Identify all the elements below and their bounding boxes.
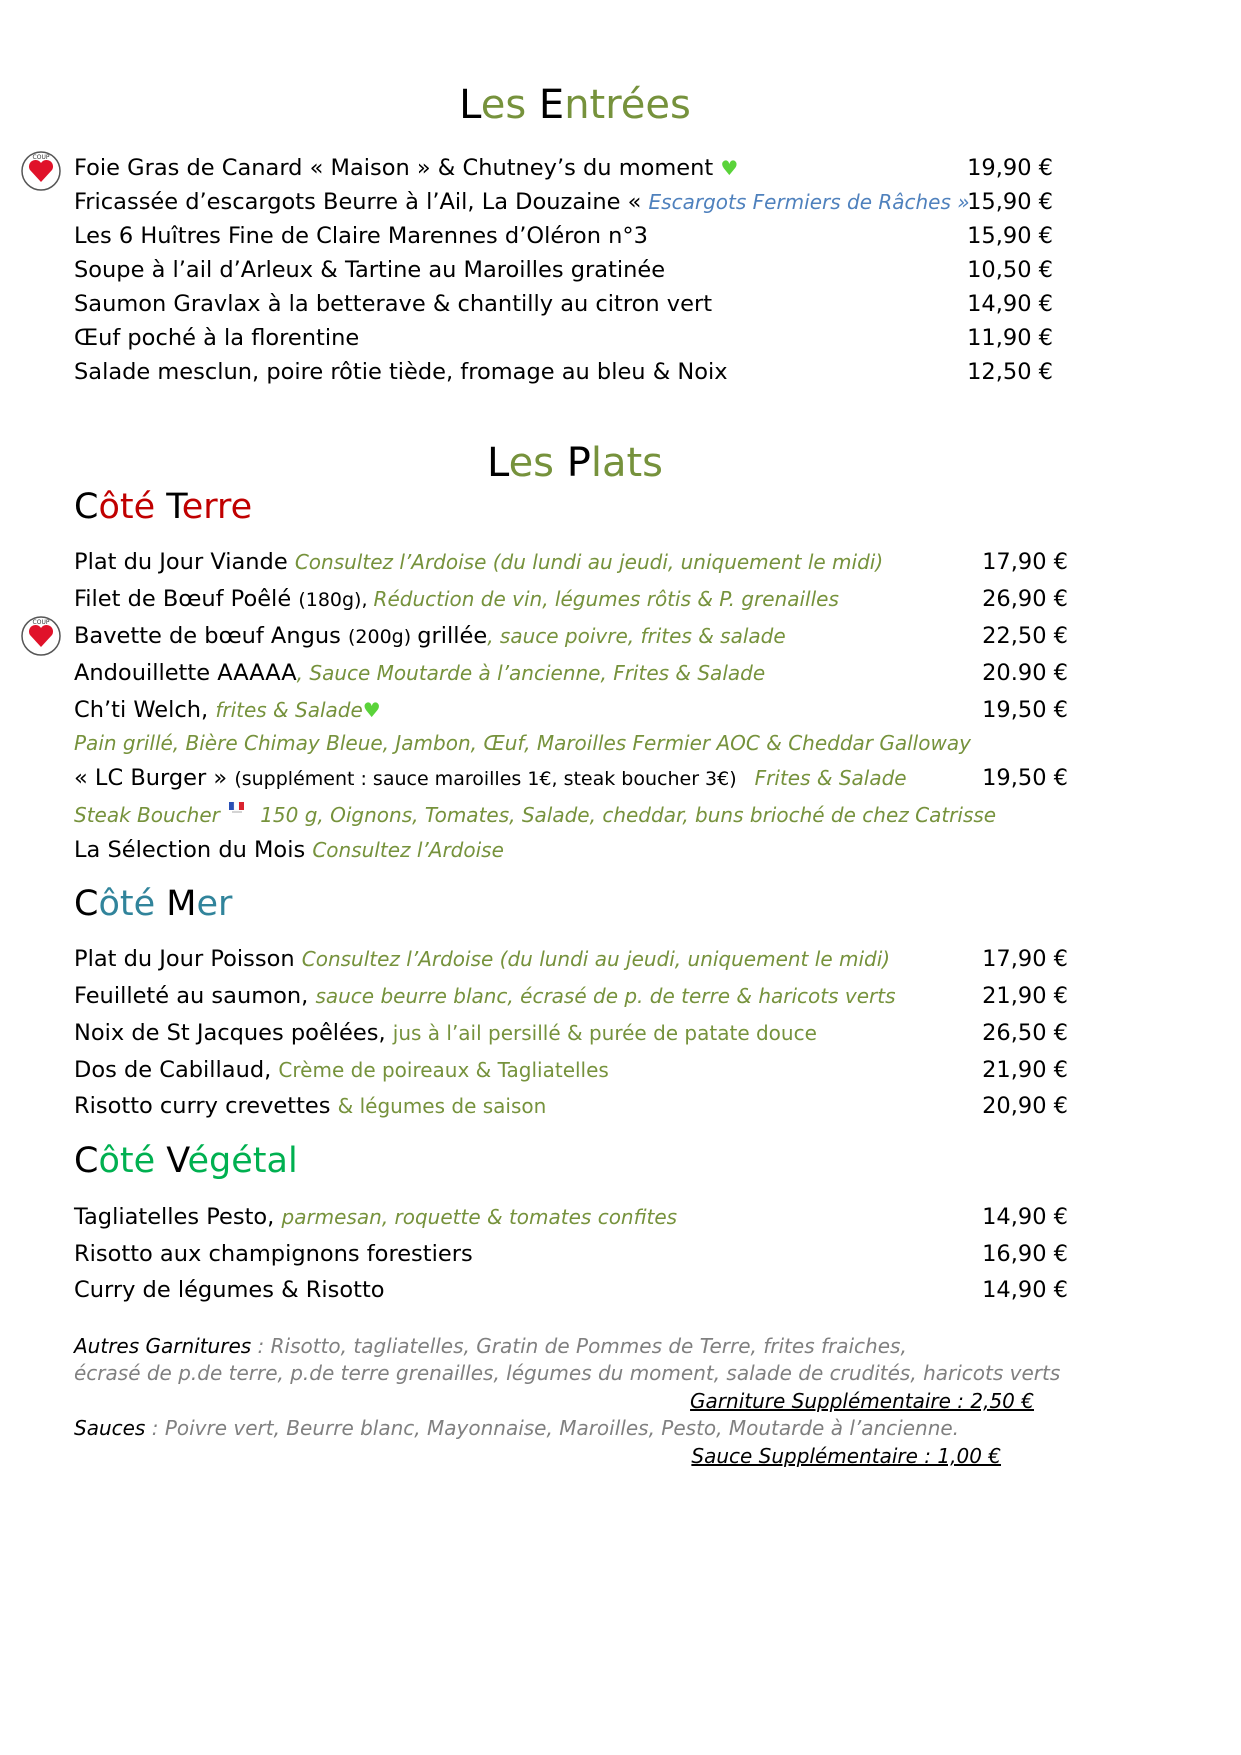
- garniture-supplement: Garniture Supplémentaire : 2,50 €: [690, 1389, 1034, 1413]
- plat-price: 17,90 €: [982, 946, 1068, 972]
- section-title-mer: Côté Mer: [74, 884, 233, 924]
- plat-price: 20,90 €: [982, 1093, 1068, 1119]
- entree-price: 11,90 €: [967, 325, 1053, 351]
- plat-item: Feuilleté au saumon, sauce beurre blanc, écrasé de p. de terre & haricots verts: [74, 983, 896, 1009]
- svg-text:COUP: COUP: [32, 154, 50, 161]
- plat-price: 21,90 €: [982, 983, 1068, 1009]
- entrees-title: Les Entrées: [459, 82, 691, 128]
- plat-item: Plat du Jour Viande Consultez l’Ardoise (du lundi au jeudi, uniquement le midi): [74, 549, 884, 575]
- plat-price: 19,50 €: [982, 765, 1068, 791]
- plat-item: Bavette de bœuf Angus (200g) grillée, sauce poivre, frites & salade: [74, 623, 786, 649]
- entree-item: Foie Gras de Canard « Maison » & Chutney’s du moment ♥: [74, 155, 739, 181]
- entree-item: Salade mesclun, poire rôtie tiède, fromage au bleu & Noix: [74, 359, 728, 385]
- coup-de-coeur-badge-icon: [20, 615, 62, 657]
- plat-price: 26,50 €: [982, 1020, 1068, 1046]
- french-flag-icon: [229, 802, 245, 816]
- plat-price: 14,90 €: [982, 1277, 1068, 1303]
- plat-price: 26,90 €: [982, 586, 1068, 612]
- plat-description: Steak Boucher 150 g, Oignons, Tomates, Salade, cheddar, buns brioché de chez Catrisse: [74, 803, 997, 827]
- entree-price: 15,90 €: [967, 223, 1053, 249]
- plat-item: Noix de St Jacques poêlées, jus à l’ail persillé & purée de patate douce: [74, 1020, 817, 1046]
- svg-text:COUP: COUP: [32, 619, 50, 626]
- section-title-terre: Côté Terre: [74, 487, 253, 527]
- plat-item: La Sélection du Mois Consultez l’Ardoise: [74, 837, 504, 863]
- garnitures-note: Autres Garnitures : Risotto, tagliatelles, Gratin de Pommes de Terre, frites fraiches,: [74, 1334, 907, 1358]
- plat-item: Curry de légumes & Risotto: [74, 1277, 385, 1303]
- garnitures-note-continued: écrasé de p.de terre, p.de terre grenailles, légumes du moment, salade de crudités, haricots verts: [74, 1361, 1061, 1385]
- plat-item: Andouillette AAAAA, Sauce Moutarde à l’ancienne, Frites & Salade: [74, 660, 766, 686]
- entree-item: Soupe à l’ail d’Arleux & Tartine au Maroilles gratinée: [74, 257, 666, 283]
- plats-title: Les Plats: [486, 440, 664, 486]
- plat-description: Pain grillé, Bière Chimay Bleue, Jambon, Œuf, Maroilles Fermier AOC & Cheddar Galloway: [74, 731, 971, 755]
- plat-item: « LC Burger » (supplément : sauce maroilles 1€, steak boucher 3€) Frites & Salade: [74, 765, 907, 791]
- plat-price: 14,90 €: [982, 1204, 1068, 1230]
- plat-price: 20.90 €: [982, 660, 1068, 686]
- plat-item: Risotto curry crevettes & légumes de saison: [74, 1093, 547, 1119]
- entree-item: Saumon Gravlax à la betterave & chantilly au citron vert: [74, 291, 713, 317]
- sauce-supplement: Sauce Supplémentaire : 1,00 €: [691, 1444, 1001, 1468]
- entree-price: 14,90 €: [967, 291, 1053, 317]
- section-title-vegetal: Côté Végétal: [74, 1141, 298, 1181]
- entree-price: 12,50 €: [967, 359, 1053, 385]
- plat-price: 17,90 €: [982, 549, 1068, 575]
- heart-icon: ♥: [362, 698, 381, 722]
- entree-item: Fricassée d’escargots Beurre à l’Ail, La Douzaine « Escargots Fermiers de Râches »: [74, 189, 970, 215]
- plat-price: 22,50 €: [982, 623, 1068, 649]
- plat-item: Tagliatelles Pesto, parmesan, roquette & tomates confites: [74, 1204, 678, 1230]
- plat-item: Ch’ti Welch, frites & Salade♥: [74, 697, 381, 723]
- plat-price: 16,90 €: [982, 1241, 1068, 1267]
- entree-price: 19,90 €: [967, 155, 1053, 181]
- coup-de-coeur-badge-icon: [20, 150, 62, 192]
- plat-item: Dos de Cabillaud, Crème de poireaux & Tagliatelles: [74, 1057, 609, 1083]
- entree-item: Les 6 Huîtres Fine de Claire Marennes d’Oléron n°3: [74, 223, 648, 249]
- plat-price: 21,90 €: [982, 1057, 1068, 1083]
- entree-price: 15,90 €: [967, 189, 1053, 215]
- entree-price: 10,50 €: [967, 257, 1053, 283]
- heart-icon: ♥: [720, 156, 739, 180]
- sauces-note: Sauces : Poivre vert, Beurre blanc, Mayonnaise, Maroilles, Pesto, Moutarde à l’ancienne.: [74, 1416, 960, 1440]
- plat-item: Risotto aux champignons forestiers: [74, 1241, 473, 1267]
- plat-item: Plat du Jour Poisson Consultez l’Ardoise (du lundi au jeudi, uniquement le midi): [74, 946, 891, 972]
- plat-price: 19,50 €: [982, 697, 1068, 723]
- plat-item: Filet de Bœuf Poêlé (180g), Réduction de vin, légumes rôtis & P. grenailles: [74, 586, 839, 612]
- entree-item: Œuf poché à la florentine: [74, 325, 360, 351]
